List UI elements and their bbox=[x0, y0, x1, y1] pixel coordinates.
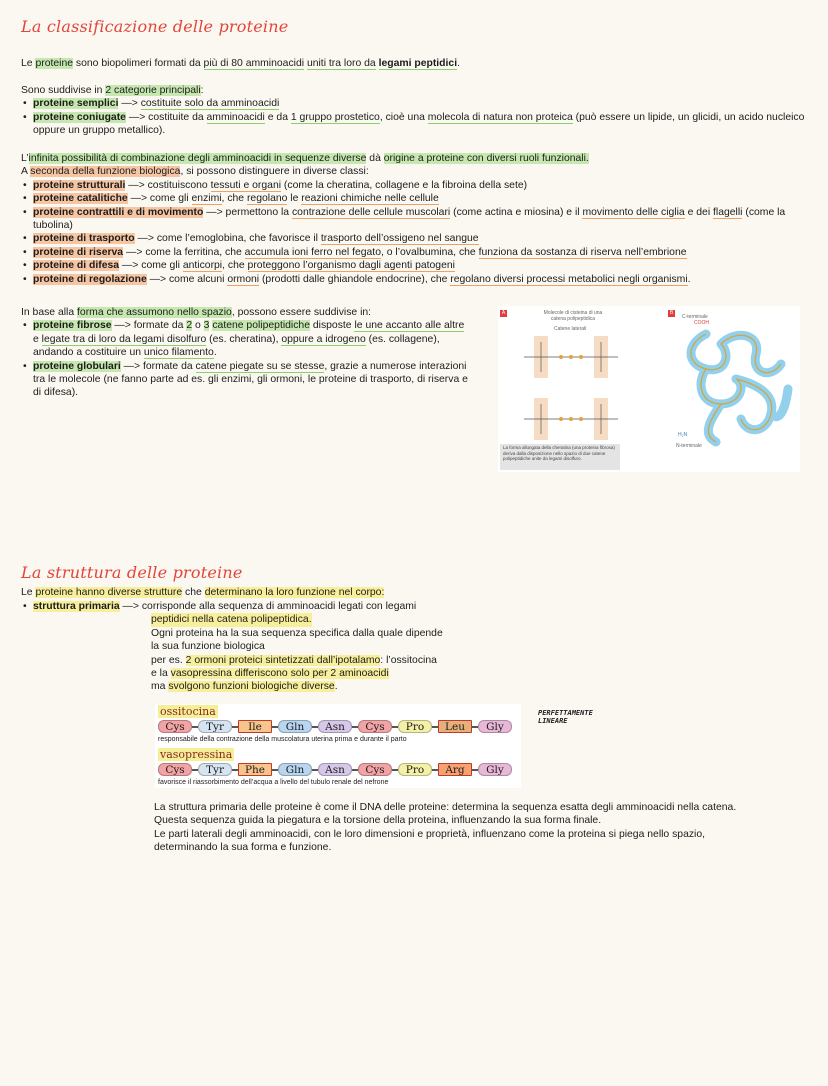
list-item: • proteine globulari —> formate da catene piegate su se stesse, grazie a numerose interazioni tra le molecole (ne fanno parte ad es. gli enzimi, gli ormoni, le proteine di trasporto, di riserva e di difesa). bbox=[21, 360, 471, 400]
amino-acid-cys: Cys bbox=[358, 720, 392, 733]
protein-shape-figure bbox=[498, 306, 800, 472]
primary-summary: La struttura primaria delle proteine è come il DNA delle proteine: determina la sequenza esatta degli amminoacidi nella catena. Questa sequenza guida la piegatura e la torsione della proteina, influenzando la sua forma finale. Le parti laterali degli amminoacidi, con le loro dimensioni e proprietà, influenzano come la proteina si piega nello spazio, determinando la sua forma e funzione. bbox=[154, 802, 737, 854]
cooh-label: COOH bbox=[694, 320, 709, 326]
functions-block: L’infinita possibilità di combinazione degli amminoacidi in sequenze diverse dà origine a proteine con diversi ruoli funzionali. A seconda della funzione biologica, si possono distinguere in diverse classi: • proteine strutturali —> costituiscono tessuti e organi (come la cheratina, collagene e la fibroina della sete) • proteine catalitiche —> come gli enzimi, che regolano le reazioni chimiche nelle cellule • proteine contrattili e di movimento —> permettono la contrazione delle cellule muscolari (come actina e miosina) e il movimento delle ciglia e dei flagelli (come la tubolina) • proteine di trasporto —> come l’emoglobina, che favorisce il trasporto dell’ossigeno nel sangue • proteine di riserva —> come la ferritina, che accumula ioni ferro nel fegato, o l’ovalbumina, che funziona da sostanza di riserva nell’embrione • proteine di difesa —> come gli anticorpi, che proteggono l’organismo dagli agenti patogeni • proteine di regolazione —> come alcuni ormoni (prodotti dalle ghiandole endocrine), che regolano diversi processi metabolici negli organismi. bbox=[21, 152, 811, 286]
molecule-label: Molecole di cisteina di una catena polipeptidica bbox=[543, 310, 603, 322]
amino-acid-cys: Cys bbox=[358, 763, 392, 776]
figure-label-b: B bbox=[669, 310, 674, 316]
list-item: • proteine di riserva —> come la ferritina, che accumula ioni ferro nel fegato, o l’ovalbumina, che funziona da sostanza di riserva nell’embrione bbox=[21, 246, 811, 259]
c-terminal-label: C-terminale bbox=[682, 314, 708, 320]
list-item: • proteine contrattili e di movimento —> permettono la contrazione delle cellule muscolari (come actina e miosina) e il movimento delle ciglia e dei flagelli (come la tubolina) bbox=[21, 206, 811, 233]
shape-block: In base alla forma che assumono nello spazio, possono essere suddivise in: • proteine fibrose —> formate da 2 o 3 catene polipeptidiche disposte le une accanto alle altre e legate tra di loro da legami disolfuro (es. cheratina), oppure a idrogeno (es. collagene), andando a costituire un unico filamento. • proteine globulari —> formate da catene piegate su se stesse, grazie a numerose interazioni tra le molecole (ne fanno parte ad es. gli enzimi, gli ormoni, le proteine di trasporto, di riserva e di difesa). bbox=[21, 306, 471, 400]
handwritten-note: PERFETTAMENTE LINEARE bbox=[538, 709, 593, 725]
amino-acid-gly: Gly bbox=[478, 720, 512, 733]
list-item: • proteine semplici —> costituite solo da amminoacidi bbox=[21, 97, 811, 110]
section-title-classification: La classificazione delle proteine bbox=[21, 17, 289, 36]
amino-acid-cys: Cys bbox=[158, 763, 192, 776]
globular-protein-diagram bbox=[676, 324, 798, 454]
amino-acid-ile: Ile bbox=[238, 720, 272, 733]
amino-acid-asn: Asn bbox=[318, 763, 352, 776]
list-item: • proteine fibrose —> formate da 2 o 3 catene polipeptidiche disposte le une accanto alle altre e legate tra di loro da legami disolfuro (es. cheratina), oppure a idrogeno (es. collagene), andando a costituire un unico filamento. bbox=[21, 319, 471, 359]
amino-acid-tyr: Tyr bbox=[198, 720, 232, 733]
amino-acid-cys: Cys bbox=[158, 720, 192, 733]
vasopressin-desc: favorisce il riassorbimento dell’acqua a livello del tubulo renale del nefrone bbox=[158, 779, 389, 786]
side-chain-label: Catene laterali bbox=[554, 326, 587, 332]
intro-paragraph: Le proteine sono biopolimeri formati da più di 80 amminoacidi uniti tra loro da legami peptidici. bbox=[21, 58, 460, 69]
peptide-comparison bbox=[155, 704, 521, 788]
amino-acid-pro: Pro bbox=[398, 763, 432, 776]
categories-block: Sono suddivise in 2 categorie principali: • proteine semplici —> costituite solo da amminoacidi • proteine coniugate —> costituite da amminoacidi e da 1 gruppo prostetico, cioè una molecola di natura non proteica (può essere un lipide, un glicidi, un acido nucleico oppure un gruppo metallico). bbox=[21, 84, 811, 138]
oxytocin-desc: responsabile della contrazione della muscolatura uterina prima e durante il parto bbox=[158, 736, 407, 743]
amino-acid-phe: Phe bbox=[238, 763, 272, 776]
amino-acid-asn: Asn bbox=[318, 720, 352, 733]
list-item: • proteine catalitiche —> come gli enzimi, che regolano le reazioni chimiche nelle cellule bbox=[21, 192, 811, 205]
amino-acid-gly: Gly bbox=[478, 763, 512, 776]
structure-intro: Le proteine hanno diverse strutture che determinano la loro funzione nel corpo: bbox=[21, 587, 385, 598]
primary-term: struttura primaria bbox=[33, 601, 120, 612]
list-item: • proteine coniugate —> costituite da amminoacidi e da 1 gruppo prostetico, cioè una molecola di natura non proteica (può essere un lipide, un glicidi, un acido nucleico oppure un gruppo metallico). bbox=[21, 111, 811, 138]
amino-acid-pro: Pro bbox=[398, 720, 432, 733]
peptide-name-oxytocin: ossitocina bbox=[160, 705, 216, 718]
amino-acid-leu: Leu bbox=[438, 720, 472, 733]
n-terminal-label: N-terminale bbox=[676, 443, 702, 449]
peptide-name-vasopressin: vasopressina bbox=[160, 748, 233, 761]
keratin-diagram bbox=[516, 332, 626, 442]
section-title-structure: La struttura delle proteine bbox=[21, 563, 243, 582]
figure-label-a: A bbox=[501, 310, 506, 316]
list-item: • proteine di trasporto —> come l’emoglobina, che favorisce il trasporto dell’ossigeno nel sangue bbox=[21, 232, 811, 245]
primary-structure-block: • struttura primaria —> corrisponde alla sequenza di amminoacidi legati con legami peptidici nella catena polipeptidica. Ogni proteina ha la sua sequenza specifica dalla quale dipende la sua funzione biologica per es. 2 ormoni proteici sintetizzati dall’ipotalamo: l’ossitocina e la vasopressina differiscono solo per 2 aminoacidi ma svolgono funzioni biologiche diverse. bbox=[23, 601, 443, 693]
h2n-label: H₂N bbox=[678, 432, 688, 438]
amino-acid-arg: Arg bbox=[438, 763, 472, 776]
list-item: • proteine strutturali —> costituiscono tessuti e organi (come la cheratina, collagene e la fibroina della sete) bbox=[21, 179, 811, 192]
amino-acid-gln: Gln bbox=[278, 720, 312, 733]
figure-caption: La forma allungata della cheratina (una proteina fibrosa) deriva dalla disposizione nello spazio di due catene polipeptidiche unite da legami disolfuro. bbox=[500, 444, 620, 470]
amino-acid-tyr: Tyr bbox=[198, 763, 232, 776]
list-item: • proteine di difesa —> come gli anticorpi, che proteggono l’organismo dagli agenti patogeni bbox=[21, 259, 811, 272]
list-item: • proteine di regolazione —> come alcuni ormoni (prodotti dalle ghiandole endocrine), che regolano diversi processi metabolici negli organismi. bbox=[21, 273, 811, 286]
amino-acid-gln: Gln bbox=[278, 763, 312, 776]
